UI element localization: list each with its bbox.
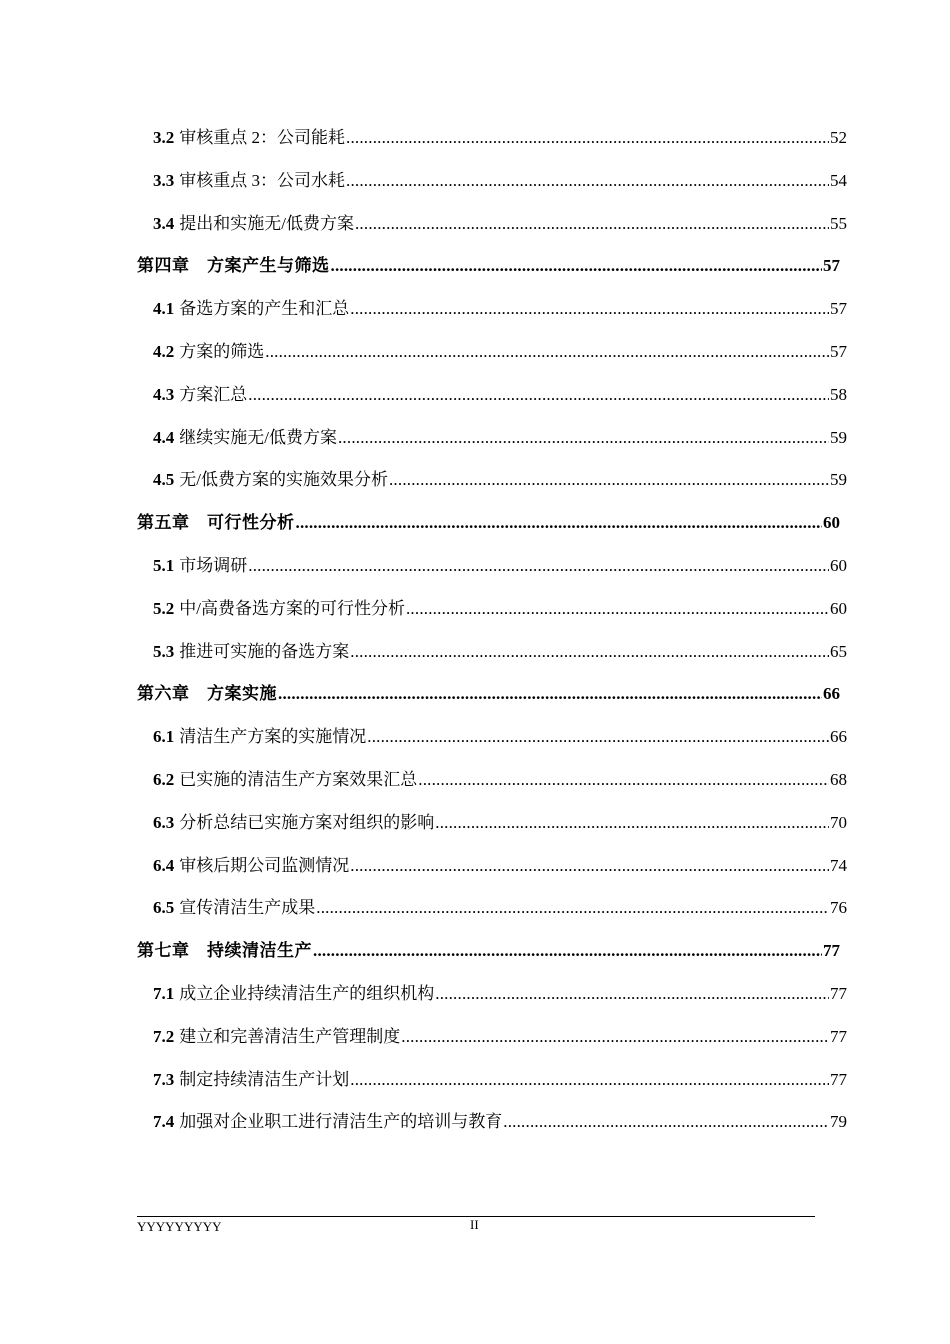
toc-entry-title: 宣传清洁生产成果 (179, 898, 316, 917)
toc-chapter-entry[interactable] (137, 940, 840, 962)
toc-dot-leader (248, 384, 829, 406)
toc-entry-page: 68 (830, 770, 847, 789)
toc-dot-leader (350, 641, 829, 663)
toc-entry-page: 77 (830, 1070, 847, 1089)
toc-entry-title: 审核重点 2：公司能耗 (179, 128, 345, 147)
toc-dot-leader (350, 1069, 829, 1091)
toc-entry-number: 4.2 (153, 342, 175, 361)
toc-entry-title: 分析总结已实施方案对组织的影响 (179, 813, 435, 832)
toc-entry-title: 无/低费方案的实施效果分析 (179, 470, 388, 489)
toc-dot-leader (265, 341, 829, 363)
toc-entry-title: 制定持续清洁生产计划 (179, 1070, 350, 1089)
toc-dot-leader (248, 555, 829, 577)
toc-dot-leader (435, 812, 829, 834)
toc-section-entry[interactable] (153, 726, 847, 748)
toc-entry-number: 6.4 (153, 856, 175, 875)
toc-section-entry[interactable] (153, 812, 847, 834)
toc-section-entry[interactable] (153, 897, 847, 919)
toc-entry-page: 74 (830, 856, 847, 875)
toc-section-entry[interactable] (153, 213, 847, 235)
toc-dot-leader (435, 983, 829, 1005)
toc-entry-page: 79 (830, 1112, 847, 1131)
toc-section-entry[interactable] (153, 298, 847, 320)
toc-dot-leader (389, 469, 829, 491)
toc-entry-title: 第六章 方案实施 (137, 684, 277, 703)
toc-entry-page: 60 (830, 556, 847, 575)
toc-section-entry[interactable] (153, 555, 847, 577)
toc-entry-page: 55 (830, 214, 847, 233)
toc-entry-number: 7.2 (153, 1027, 175, 1046)
toc-entry-title: 提出和实施无/低费方案 (179, 214, 354, 233)
toc-section-entry[interactable] (153, 1111, 847, 1133)
toc-entry-page: 59 (830, 428, 847, 447)
toc-entry-page: 59 (830, 470, 847, 489)
toc-entry-number: 5.2 (153, 599, 175, 618)
toc-entry-title: 备选方案的产生和汇总 (179, 299, 350, 318)
toc-section-entry[interactable] (153, 469, 847, 491)
toc-entry-number: 3.3 (153, 171, 175, 190)
toc-dot-leader (313, 940, 822, 962)
toc-dot-leader (338, 427, 829, 449)
toc-entry-page: 60 (823, 513, 840, 532)
toc-entry-title: 推进可实施的备选方案 (179, 642, 350, 661)
toc-entry-title: 加强对企业职工进行清洁生产的培训与教育 (179, 1112, 503, 1131)
toc-section-entry[interactable] (153, 983, 847, 1005)
toc-entry-page: 66 (830, 727, 847, 746)
toc-section-entry[interactable] (153, 127, 847, 149)
toc-entry-number: 5.1 (153, 556, 175, 575)
toc-chapter-entry[interactable] (137, 683, 840, 705)
toc-section-entry[interactable] (153, 598, 847, 620)
toc-section-entry[interactable] (153, 170, 847, 192)
toc-entry-page: 70 (830, 813, 847, 832)
toc-entry-number: 5.3 (153, 642, 175, 661)
toc-entry-page: 60 (830, 599, 847, 618)
toc-chapter-entry[interactable] (137, 512, 840, 534)
toc-dot-leader (406, 598, 829, 620)
toc-dot-leader (401, 1026, 829, 1048)
toc-dot-leader (367, 726, 829, 748)
toc-entry-title: 第五章 可行性分析 (137, 513, 295, 532)
toc-section-entry[interactable] (153, 341, 847, 363)
toc-entry-page: 58 (830, 385, 847, 404)
toc-dot-leader (350, 298, 829, 320)
toc-entry-page: 76 (830, 898, 847, 917)
toc-entry-page: 77 (830, 1027, 847, 1046)
toc-entry-title: 成立企业持续清洁生产的组织机构 (179, 984, 435, 1003)
toc-entry-number: 7.3 (153, 1070, 175, 1089)
toc-dot-leader (503, 1111, 829, 1133)
toc-entry-page: 65 (830, 642, 847, 661)
toc-entry-page: 57 (830, 299, 847, 318)
toc-dot-leader (296, 512, 823, 534)
toc-dot-leader (346, 170, 829, 192)
toc-entry-title: 方案汇总 (179, 385, 248, 404)
toc-entry-number: 4.1 (153, 299, 175, 318)
toc-entry-page: 54 (830, 171, 847, 190)
toc-entry-page: 77 (823, 941, 840, 960)
toc-entry-title: 第四章 方案产生与筛选 (137, 256, 330, 275)
toc-entry-page: 57 (830, 342, 847, 361)
toc-entry-number: 4.3 (153, 385, 175, 404)
toc-entry-title: 审核重点 3：公司水耗 (179, 171, 345, 190)
toc-dot-leader (355, 213, 829, 235)
toc-entry-title: 继续实施无/低费方案 (179, 428, 337, 447)
toc-entry-title: 中/高费备选方案的可行性分析 (179, 599, 405, 618)
toc-section-entry[interactable] (153, 1026, 847, 1048)
toc-section-entry[interactable] (153, 769, 847, 791)
toc-dot-leader (346, 127, 829, 149)
toc-section-entry[interactable] (153, 384, 847, 406)
toc-chapter-entry[interactable] (137, 255, 840, 277)
footer-page-number: II (470, 1217, 479, 1232)
toc-entry-title: 第七章 持续清洁生产 (137, 941, 312, 960)
toc-entry-number: 3.2 (153, 128, 175, 147)
toc-section-entry[interactable] (153, 855, 847, 877)
toc-dot-leader (331, 255, 823, 277)
toc-entry-page: 77 (830, 984, 847, 1003)
toc-entry-title: 审核后期公司监测情况 (179, 856, 350, 875)
toc-entry-number: 6.1 (153, 727, 175, 746)
toc-entry-title: 清洁生产方案的实施情况 (179, 727, 367, 746)
toc-entry-number: 4.5 (153, 470, 175, 489)
toc-dot-leader (418, 769, 829, 791)
toc-entry-title: 已实施的清洁生产方案效果汇总 (179, 770, 418, 789)
toc-entry-number: 3.4 (153, 214, 175, 233)
toc-entry-title: 方案的筛选 (179, 342, 265, 361)
toc-entry-page: 57 (823, 256, 840, 275)
toc-entry-number: 6.5 (153, 898, 175, 917)
toc-entry-page: 66 (823, 684, 840, 703)
toc-entry-number: 6.2 (153, 770, 175, 789)
toc-section-entry[interactable] (153, 427, 847, 449)
toc-entry-number: 7.1 (153, 984, 175, 1003)
toc-entry-title: 建立和完善清洁生产管理制度 (179, 1027, 401, 1046)
toc-entry-number: 6.3 (153, 813, 175, 832)
toc-entry-page: 52 (830, 128, 847, 147)
toc-dot-leader (278, 683, 822, 705)
toc-entry-number: 7.4 (153, 1112, 175, 1131)
toc-dot-leader (316, 897, 829, 919)
toc-section-entry[interactable] (153, 641, 847, 663)
toc-section-entry[interactable] (153, 1069, 847, 1091)
toc-entry-title: 市场调研 (179, 556, 248, 575)
toc-entry-number: 4.4 (153, 428, 175, 447)
toc-dot-leader (350, 855, 829, 877)
footer-left-text: YYYYYYYYY (137, 1219, 222, 1234)
